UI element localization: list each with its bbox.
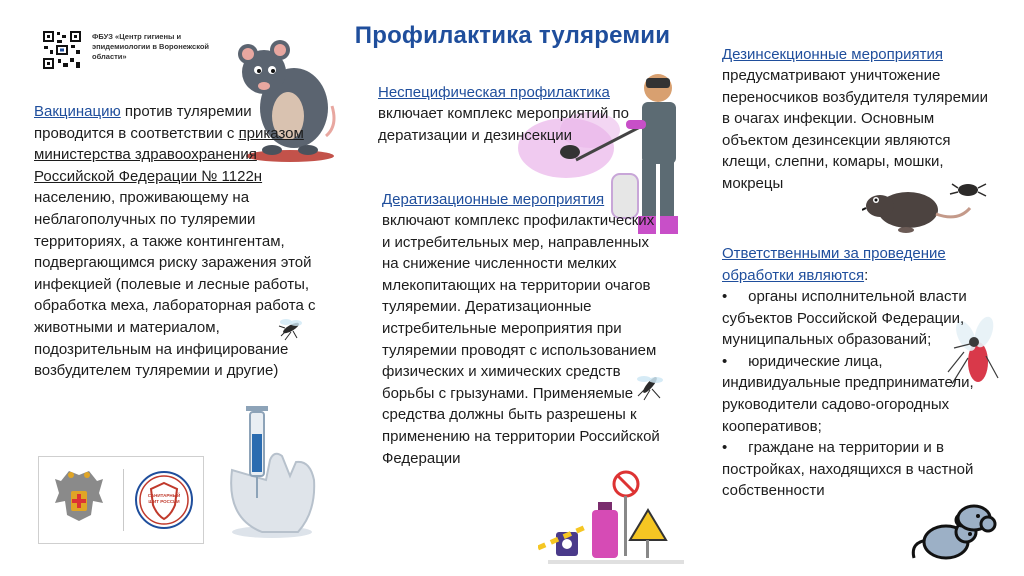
- nonspecific-title[interactable]: Неспецифическая профилактика: [378, 84, 610, 101]
- bullet-icon: •: [722, 439, 728, 457]
- responsible-title[interactable]: Ответственными за проведение обработки являются: [722, 245, 946, 284]
- responsible-list: [722, 286, 1000, 502]
- deratization-body: включают комплекс профилактических и истребительных мер, направленных на снижение численности мелких млекопитающих на территории очагов туляремии. Дератизационные истребительные мероприятия при туляремии проводят с использованием физических и химических средств борьбы с грызунами. Применяемые средства должны быть разрешены к применению на территории Российской Федерации: [382, 212, 660, 467]
- order-1122n-link[interactable]: приказом министерства здравоохранения Российской Федерации № 1122н: [34, 124, 304, 185]
- disinsection-title[interactable]: Дезинсекционные мероприятия: [722, 46, 943, 63]
- bullet-icon: •: [722, 288, 728, 305]
- vaccination-paragraph: [34, 101, 324, 382]
- vaccination-text-2: населению, проживающему на неблагополучных по туляремии территориях, а также контингентам, подвергающимся риску заражения этой инфекцией (полевые и лесные работы, обработка меха, лабораторная работа с животными и материалом, подозрительным на инфицирование возбудителем туляремии и другие): [34, 189, 316, 380]
- cgie-logo-text: САНИТАРНЫЙ ЩИТ РОССИИ: [147, 493, 181, 504]
- mice-icon: [908, 498, 1000, 568]
- list-item-text: органы исполнительной власти субъектов Российской Федерации, муниципальных образований;: [722, 288, 967, 349]
- list-item-text: юридические лица, индивидуальные предприниматели, руководители садово-огородных кооперативов;: [722, 352, 974, 435]
- list-item: [722, 286, 1000, 351]
- eagle-emblem-icon: [51, 467, 107, 533]
- deratization-title[interactable]: Дератизационные мероприятия: [382, 191, 605, 208]
- org-name: ФБУЗ «Центр гигиены и эпидемиологии в Воронежской области»: [92, 32, 210, 61]
- responsible-colon: :: [864, 266, 869, 284]
- vaccination-text-1: против туляремии проводится в соответствии с: [34, 103, 252, 142]
- logos-box: [38, 456, 204, 544]
- list-item: [722, 437, 1000, 502]
- qr-code-icon[interactable]: [42, 30, 82, 70]
- org-header: [42, 30, 232, 74]
- list-item-text: граждане на территории и в постройках, находящихся в частной собственности: [722, 439, 974, 500]
- nonspecific-body: включает комплекс мероприятий по дератизации и дезинсекции: [378, 105, 629, 144]
- syringe-hand-illustration: [212, 400, 328, 540]
- disinsection-body: предусматривают уничтожение переносчиков возбудителя туляремии в очагах инфекции. Основным объектом дезинсекции являются клещи, слепни, комары, мошки, мокрецы: [722, 67, 989, 192]
- vaccination-link[interactable]: Вакцинацию: [34, 103, 121, 120]
- bullet-icon: •: [722, 352, 728, 370]
- page-title: Профилактика туляремии: [354, 22, 671, 49]
- list-item: [722, 351, 1000, 437]
- poison-signs-illustration: [538, 470, 688, 566]
- responsible-heading: [722, 243, 992, 286]
- logo-divider: [123, 469, 124, 531]
